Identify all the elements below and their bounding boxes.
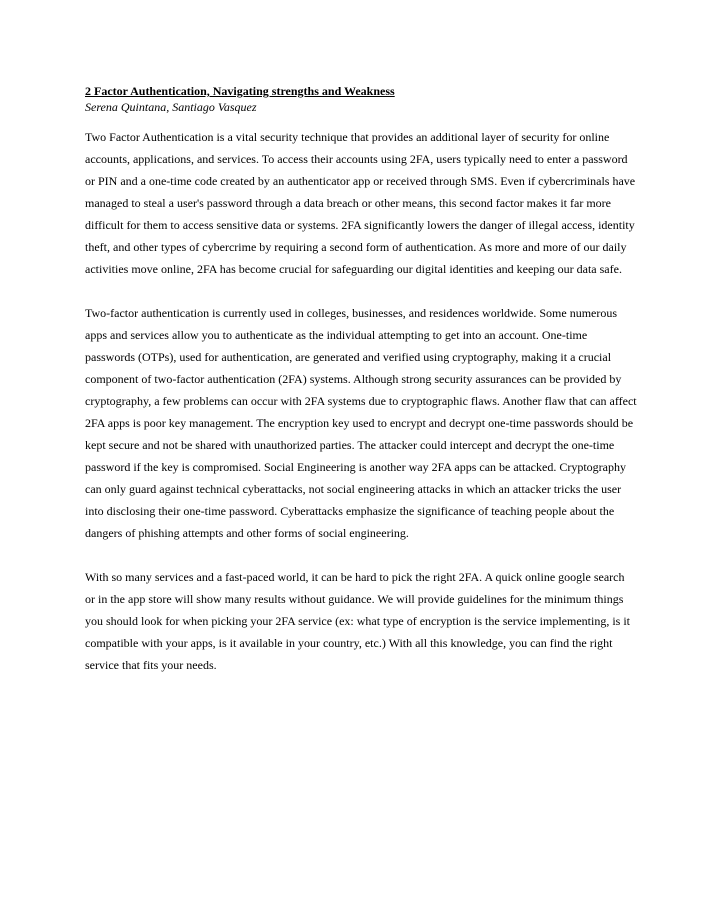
- document-title: 2 Factor Authentication, Navigating strengths and Weakness: [85, 84, 395, 98]
- paragraph-intro: Two Factor Authentication is a vital security technique that provides an additional layer of security for online accounts, applications, and services. To access their accounts using 2FA, users typically need to enter a password or PIN and a one-time code created by an authenticator app or received through SMS. Even if cybercriminals have managed to steal a user's password through a data breach or other means, this second factor makes it far more difficult for them to access sensitive data or systems. 2FA significantly lowers the danger of illegal access, identity theft, and other types of cybercrime by requiring a second form of authentication. As more and more of our daily activities move online, 2FA has become crucial for safeguarding our digital identities and keeping our data safe.: [85, 130, 636, 276]
- document-authors: Serena Quintana, Santiago Vasquez: [85, 100, 257, 114]
- paragraph-cryptography: Two-factor authentication is currently used in colleges, businesses, and residences worldwide. Some numerous apps and services allow you to authenticate as the individual attempting to get into an account. One-time passwords (OTPs), used for authentication, are generated and verified using cryptography, making it a crucial component of two-factor authentication (2FA) systems. Although strong security assurances can be provided by cryptography, a few problems can occur with 2FA systems due to cryptographic flaws. Another flaw that can affect 2FA apps is poor key management. The encryption key used to encrypt and decrypt one-time passwords should be kept secure and not be shared with unauthorized parties. The attacker could intercept and decrypt the one-time password if the key is compromised. Social Engineering is another way 2FA apps can be attacked. Cryptography can only guard against technical cyberattacks, not social engineering attacks in which an attacker tricks the user into disclosing their one-time password. Cyberattacks emphasize the significance of teaching people about the dangers of phishing attempts and other forms of social engineering.: [85, 306, 637, 540]
- paragraph-guidance: With so many services and a fast-paced world, it can be hard to pick the right 2FA. A quick online google search or in the app store will show many results without guidance. We will provide guidelines for the minimum things you should look for when picking your 2FA service (ex: what type of encryption is the service implementing, is it compatible with your apps, is it available in your country, etc.) With all this knowledge, you can find the right service that fits your needs.: [85, 570, 631, 672]
- document-body: [85, 83, 637, 676]
